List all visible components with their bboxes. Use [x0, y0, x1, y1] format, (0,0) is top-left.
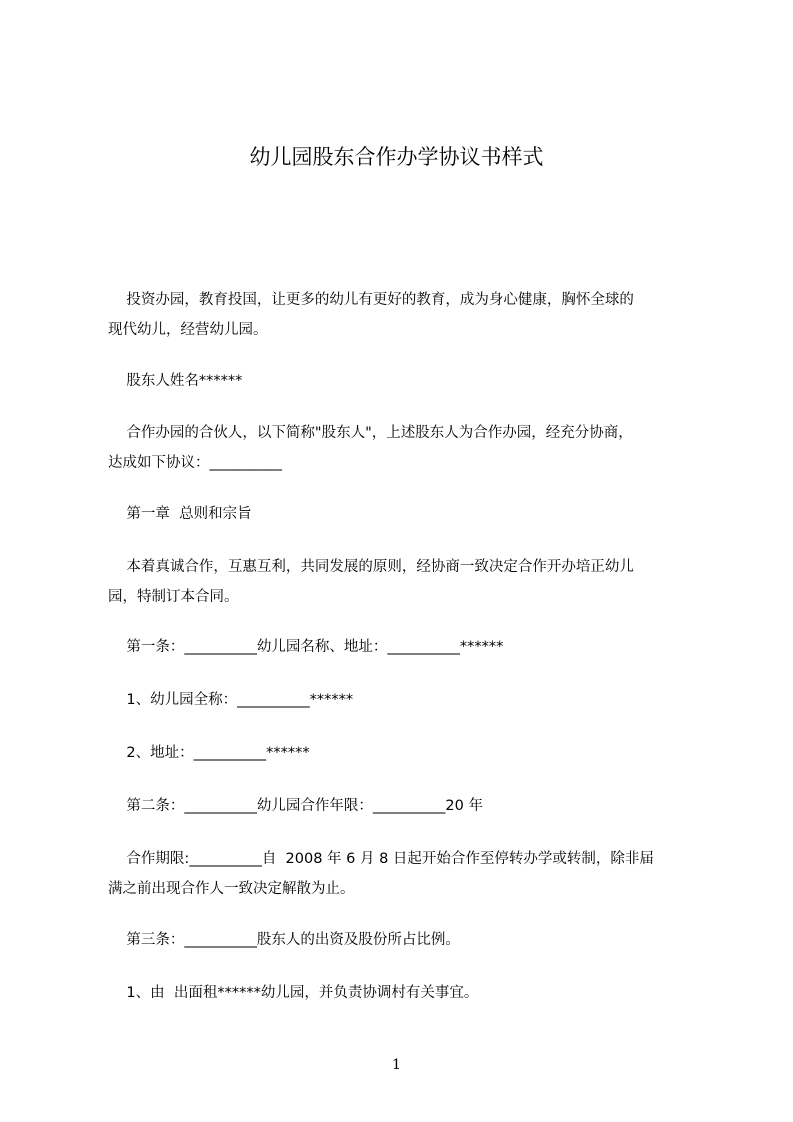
article-3-item-1: [108, 978, 708, 1008]
article-1-item-1: [108, 685, 708, 715]
text-line: 本着真诚合作，互惠互利，共同发展的原则，经协商一致决定合作开办培正幼儿: [108, 559, 634, 575]
text-line: 2、地址：__________******: [108, 745, 310, 761]
text-line: 第三条：__________股东人的出资及股份所占比例。: [108, 932, 460, 948]
document-title: 幼儿园股东合作办学协议书样式: [249, 145, 544, 169]
text-line: 第一条：__________幼儿园名称、地址：__________******: [108, 639, 504, 655]
article-2: [108, 791, 708, 821]
text-line: 1、由 出面租******幼儿园，并负责协调村有关事宜。: [108, 985, 479, 1001]
paragraph-term: [108, 844, 708, 904]
article-1-item-2: [108, 738, 708, 768]
text-line: 合作办园的合伙人，以下简称"股东人"，上述股东人为合作办园，经充分协商，: [108, 425, 633, 441]
text-line: 股东人姓名******: [108, 373, 243, 389]
paragraph-principle: [108, 552, 708, 612]
paragraph-intro: [108, 285, 708, 345]
text-line: 满之前出现合作人一致决定解散为止。: [108, 881, 355, 897]
text-line: 投资办园，教育投国，让更多的幼儿有更好的教育，成为身心健康，胸怀全球的: [108, 292, 634, 308]
text-line: 第一章 总则和宗旨: [108, 506, 252, 522]
article-3: [108, 925, 708, 955]
text-line: 园，特制订本合同。: [108, 589, 239, 605]
page-number: 1: [392, 1057, 401, 1073]
text-line: 现代幼儿，经营幼儿园。: [108, 322, 268, 338]
article-1: [108, 632, 708, 662]
paragraph-shareholder-name: [108, 366, 708, 396]
text-line: 合作期限:__________自 2008 年 6 月 8 日起开始合作至停转办学或转制，除非届: [108, 851, 654, 867]
text-line: 达成如下协议：__________: [108, 455, 282, 471]
text-line: 第二条：__________幼儿园合作年限：__________20 年: [108, 798, 483, 814]
chapter-heading: [108, 499, 708, 529]
text-line: 1、幼儿园全称：__________******: [108, 692, 354, 708]
paragraph-partners: [108, 418, 708, 478]
